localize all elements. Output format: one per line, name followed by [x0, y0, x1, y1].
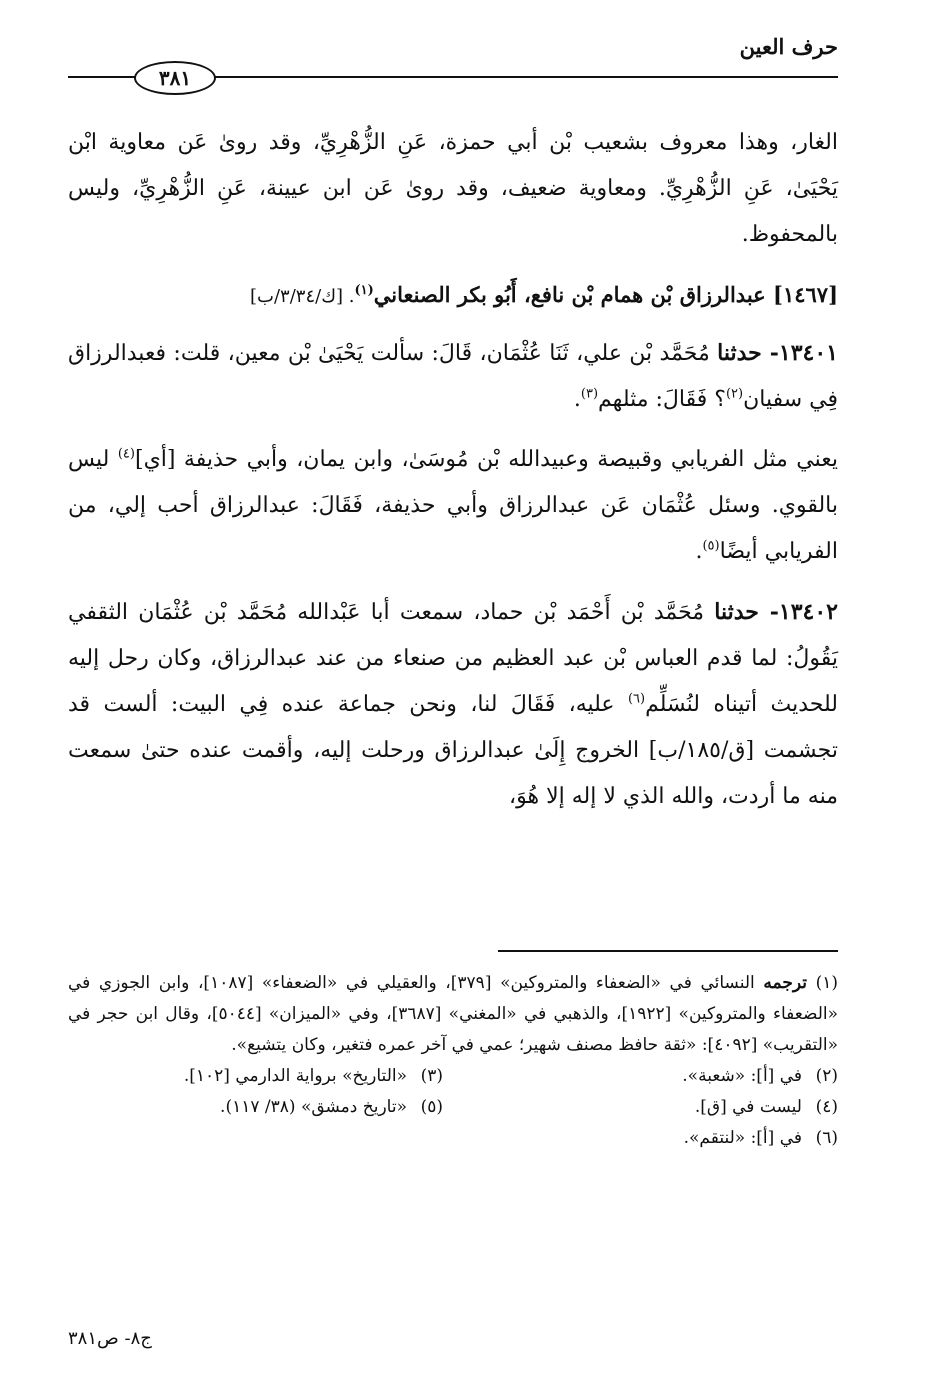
footnote-ref-5[interactable]: (٥) [702, 538, 720, 554]
footnote-2-number: (٢) [815, 1066, 838, 1086]
entry-manuscript-ref: . [ك/٣/٣٤/ب] [250, 286, 355, 307]
footnote-2 [463, 1061, 838, 1092]
page-header [68, 28, 838, 98]
footnote-ref-3[interactable]: (٣) [580, 386, 599, 402]
chapter-title: حرف العين [739, 34, 838, 59]
footnote-5-number: (٥) [420, 1097, 443, 1117]
footnote-1 [68, 968, 838, 1061]
footnote-ref-1[interactable]: (١) [354, 283, 374, 298]
commentary-text: يعني مثل الفريابي وقبيصة وعبيدالله بْن مُوسَىٰ، وابن يمان، وأبي حذيفة [أي] [134, 447, 838, 472]
footnote-1-text: النسائي في «الضعفاء والمتروكين» [٣٧٩]، والعقيلي في «الضعفاء» [١٠٨٧]، وابن الجوزي في «الضعفاء والمتروكين» [١٩٢٢]، والذهبي في «المغني» [٣٦٨٧]، وفي «الميزان» [٥٠٤٤]، وقال ابن حجر في «التقريب» [٤٠٩٢]: «ثقة حافظ مصنف شهير؛ عمي في آخر عمره فتغير، وكان يتشيع». [68, 973, 839, 1055]
footnote-6-text: في [أ]: «لنتقم». [683, 1128, 802, 1148]
commentary-paragraph [68, 437, 838, 575]
footnote-ref-2[interactable]: (٢) [725, 386, 744, 402]
entry-heading [68, 272, 838, 320]
hadith-13401-text-2: ؟ فَقَالَ: مثلهم [598, 387, 726, 412]
footnote-3 [68, 1061, 443, 1092]
entry-name: عبدالرزاق بْن همام بْن نافع، أَبُو بكر الصنعاني [373, 282, 766, 307]
commentary-end: . [695, 539, 703, 564]
hadith-13401-end: . [573, 387, 581, 412]
footnote-5 [68, 1092, 443, 1123]
paragraph-1-text: الغار، وهذا معروف بشعيب بْن أبي حمزة، عَنِ الزُّهْرِيِّ، وقد روىٰ عَن معاوية ابْن يَحْيَىٰ، عَنِ الزُّهْرِيِّ. ومعاوية ضعيف، وقد روىٰ عَن ابن عيينة، عَنِ الزُّهْرِيِّ، وليس بالمحفوظ. [68, 130, 838, 247]
hadith-13402-text: مُحَمَّد بْن أَحْمَد بْن حماد، سمعت أبا عَبْدالله مُحَمَّد بْن عُثْمَان الثقفي يَقُولُ: لما قدم العباس بْن عبد العظيم من صنعاء من عند عبدالرزاق، وكان رحل إليه للحديث أتيناه لنُسَلِّم [68, 600, 838, 717]
footnote-ref-6[interactable]: (٦) [627, 691, 646, 707]
footnote-6 [463, 1123, 838, 1154]
hadith-13401 [68, 330, 838, 423]
hadith-13401-text: مُحَمَّد بْن علي، ثَنَا عُثْمَان، قَالَ: سألت يَحْيَىٰ بْن معين، قلت: فعبدالرزاق فِي سفيان [68, 341, 838, 412]
volume-page-footer: ج٨- ص٣٨١ [68, 1328, 152, 1349]
footnote-3-number: (٣) [420, 1066, 443, 1086]
entry-number: [١٤٦٧] [773, 282, 838, 307]
footnote-5-text: «تاريخ دمشق» (٣٨/ ١١٧). [220, 1097, 407, 1117]
page-number-badge: ٣٨١ [134, 61, 216, 95]
footnote-6-number: (٦) [815, 1128, 838, 1148]
hadith-13401-lead: ١٣٤٠١- حدثنا [717, 340, 838, 366]
footnote-2-text: في [أ]: «شعبة». [682, 1066, 802, 1086]
hadith-13402-text-2: عليه، فَقَالَ لنا، ونحن جماعة عنده فِي البيت: ألست قد تجشمت [ق/١٨٥/ب] الخروج إِلَىٰ عبدالرزاق ورحلت إليه، وأقمت عنده حتىٰ سمعت منه ما أردت، والله الذي لا إله إلا هُوَ، [68, 692, 838, 809]
paragraph-1 [68, 120, 838, 258]
footnote-separator [498, 950, 838, 952]
footnotes-grid [68, 1061, 838, 1154]
footnote-4-number: (٤) [815, 1097, 838, 1117]
footnote-4-text: ليست في [ق]. [694, 1097, 802, 1117]
hadith-13402 [68, 589, 838, 820]
commentary-text-2: ليس بالقوي. وسئل عُثْمَان عَن عبدالرزاق وأبي حذيفة، فَقَالَ: عبدالرزاق أحب إلي، من الفريابي أيضًا [68, 447, 838, 564]
footnote-1-lead: ترجمه [763, 973, 807, 993]
footnote-4 [463, 1092, 838, 1123]
main-text [68, 120, 838, 834]
footnote-ref-4[interactable]: (٤) [117, 446, 135, 462]
footnotes-section [68, 968, 838, 1154]
footnote-3-text: «التاريخ» برواية الدارمي [١٠٢]. [183, 1066, 407, 1086]
hadith-13402-lead: ١٣٤٠٢- حدثنا [714, 599, 838, 625]
footnote-1-number: (١) [815, 973, 838, 993]
